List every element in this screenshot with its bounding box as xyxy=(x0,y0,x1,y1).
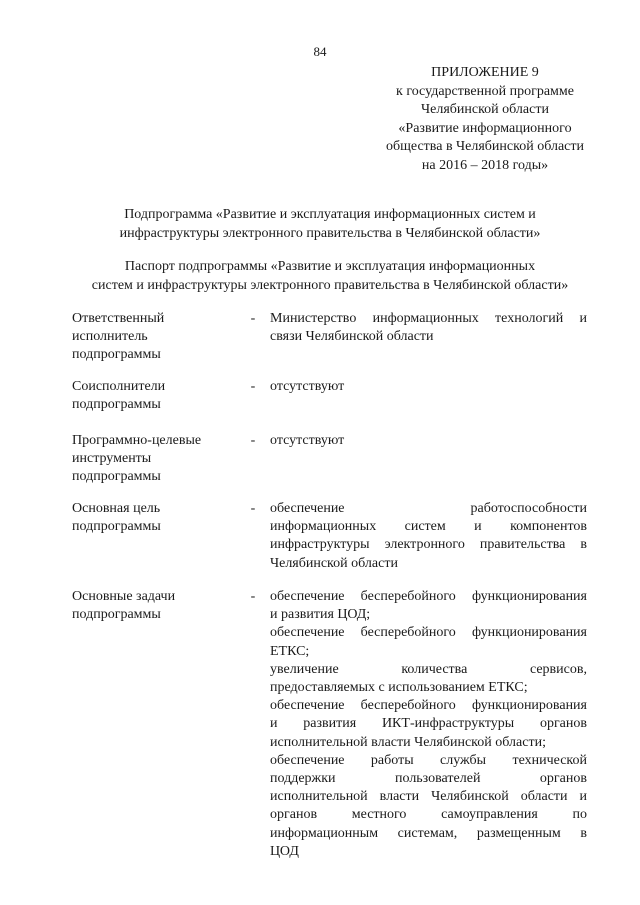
row-label-line: исполнитель xyxy=(72,329,148,345)
subprogram-title-line: Подпрограмма «Развитие и эксплуатация информационных систем и xyxy=(124,207,536,222)
row-value-line: Челябинской области xyxy=(270,555,398,571)
row-value-line: ЕТКС; xyxy=(270,643,310,659)
row-label xyxy=(72,378,232,414)
row-value-line: и развития ИКТ-инфраструктуры органов xyxy=(270,716,587,732)
row-value xyxy=(270,310,587,346)
row-value-line: инфраструктуры электронного правительства в xyxy=(270,537,587,553)
appendix-line: «Развитие информационного xyxy=(398,120,572,136)
passport-title xyxy=(60,258,600,295)
row-label-line: Программно-целевые xyxy=(72,433,202,448)
row-value-line: информационных систем и компонентов xyxy=(270,519,587,535)
row-value xyxy=(270,588,587,861)
appendix-line: на 2016 – 2018 годы» xyxy=(421,157,549,173)
row-label xyxy=(72,432,232,487)
row-label-line: подпрограммы xyxy=(72,607,161,623)
appendix-line: к государственной программе xyxy=(396,83,574,99)
row-label-line: подпрограммы xyxy=(72,469,161,485)
row-dash: - xyxy=(250,379,256,394)
appendix-header xyxy=(350,64,620,175)
row-dash: - xyxy=(250,589,256,604)
subprogram-title xyxy=(60,206,600,243)
row-dash: - xyxy=(250,433,256,448)
row-value-line: предоставляемых с использованием ЕТКС; xyxy=(270,680,528,696)
row-value-line: и развития ЦОД; xyxy=(270,607,371,623)
row-value-line: органов местного самоуправления по xyxy=(270,807,587,823)
appendix-title: ПРИЛОЖЕНИЕ 9 xyxy=(431,65,539,80)
row-value xyxy=(270,432,587,450)
row-value-line: отсутствуют xyxy=(270,433,345,448)
row-value-line: отсутствуют xyxy=(270,379,345,394)
passport-title-line: систем и инфраструктуры электронного правительства в Челябинской области» xyxy=(91,277,569,293)
row-value-line: ЦОД xyxy=(270,843,299,859)
row-value-line: обеспечение бесперебойного функционирования xyxy=(270,589,587,604)
row-label-line: подпрограммы xyxy=(72,519,161,535)
row-value-line: исполнительной власти Челябинской области; xyxy=(270,734,546,750)
subprogram-title-line: инфраструктуры электронного правительства в Челябинской области» xyxy=(119,225,541,241)
row-label-line: Основные задачи xyxy=(72,589,176,604)
row-label xyxy=(72,310,232,365)
appendix-line: общества в Челябинской области xyxy=(386,139,584,154)
row-value-line: обеспечение бесперебойного функционирования xyxy=(270,625,587,641)
row-value-line: увеличение количества сервисов, xyxy=(270,661,587,677)
row-label-line: Основная цель xyxy=(72,501,161,516)
row-label-line: подпрограммы xyxy=(72,397,161,413)
page-number: 84 xyxy=(313,44,327,59)
row-value-line: Министерство информационных технологий и xyxy=(270,311,587,326)
row-value-line: обеспечение бесперебойного функционирования xyxy=(270,698,587,714)
row-value-line: обеспечение работоспособности xyxy=(270,501,587,516)
row-dash: - xyxy=(250,501,256,516)
row-value-line: связи Челябинской области xyxy=(270,329,434,345)
row-label-line: Соисполнители xyxy=(72,379,166,394)
row-label-line: Ответственный xyxy=(72,311,165,326)
row-label xyxy=(72,500,232,536)
row-value-line: обеспечение работы службы технической xyxy=(270,752,587,768)
row-value-line: поддержки пользователей органов xyxy=(270,771,587,787)
row-value-line: исполнительной власти Челябинской области и xyxy=(270,789,587,805)
passport-title-line: Паспорт подпрограммы «Развитие и эксплуатация информационных xyxy=(124,259,536,274)
row-value-line: информационным системам, размещенным в xyxy=(270,825,587,841)
row-label-line: подпрограммы xyxy=(72,347,161,363)
row-value xyxy=(270,378,587,396)
row-label xyxy=(72,588,232,624)
row-value xyxy=(270,500,587,573)
row-label-line: инструменты xyxy=(72,451,152,467)
row-dash: - xyxy=(250,311,256,326)
appendix-line: Челябинской области xyxy=(421,102,549,117)
